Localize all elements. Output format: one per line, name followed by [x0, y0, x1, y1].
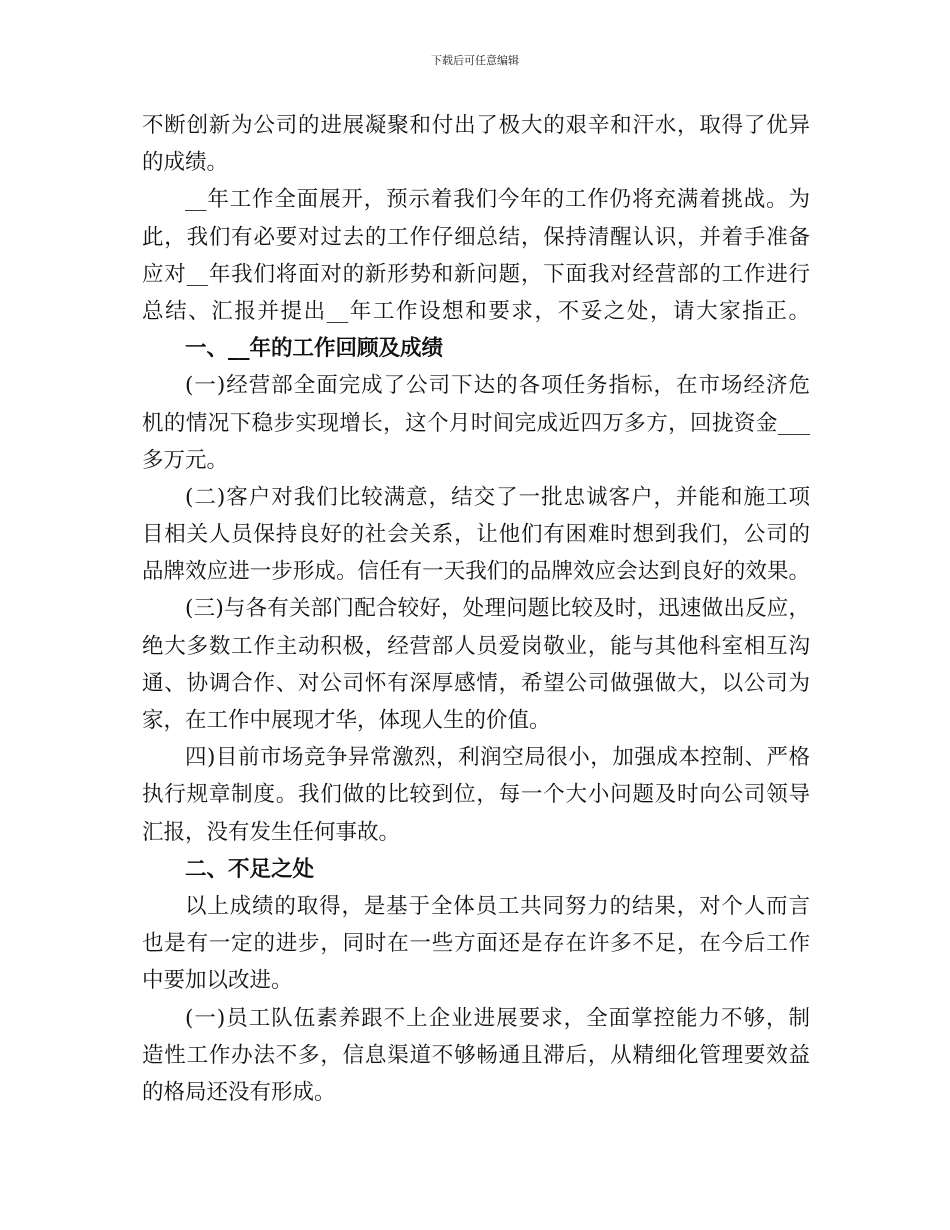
section-heading: 一、__年的工作回顾及成绩: [185, 336, 444, 362]
body-line: 四)目前市场竞争异常激烈，利润空局很小，加强成本控制、严格: [185, 745, 810, 771]
body-line: (一)员工队伍素养跟不上企业进展要求，全面掌控能力不够，制: [185, 1005, 810, 1031]
body-line: 应对__年我们将面对的新形势和新问题，下面我对经营部的工作进行: [142, 261, 810, 287]
body-line: 的格局还没有形成。: [142, 1079, 336, 1105]
page-header: 下载后可任意编辑: [431, 54, 519, 67]
body-line: (一)经营部全面完成了公司下达的各项任务指标，在市场经济危: [185, 373, 810, 399]
body-line: 绝大多数工作主动积极，经营部人员爱岗敬业，能与其他科室相互沟: [142, 633, 810, 659]
body-line: 造性工作办法不多，信息渠道不够畅通且滞后，从精细化管理要效益: [142, 1042, 810, 1068]
section-heading: 二、不足之处: [185, 856, 315, 882]
body-line: (二)客户对我们比较满意，结交了一批忠诚客户，并能和施工项: [185, 484, 810, 510]
body-line: 执行规章制度。我们做的比较到位，每一个大小问题及时向公司领导: [142, 782, 810, 808]
body-line: 家，在工作中展现才华，体现人生的价值。: [142, 708, 551, 733]
body-line: 的成绩。: [142, 150, 229, 176]
body-line: 汇报，没有发生任何事故。: [142, 819, 401, 845]
body-line: 总结、汇报并提出__年工作设想和要求，不妥之处，请大家指正。: [142, 298, 810, 324]
document-body: [142, 107, 810, 1111]
body-line: 也是有一定的进步，同时在一些方面还是存在许多不足，在今后工作: [142, 931, 810, 957]
body-line: 中要加以改进。: [142, 968, 293, 994]
body-line: (三)与各有关部门配合较好，处理问题比较及时，迅速做出反应，: [185, 596, 810, 622]
body-line: 通、协调合作、对公司怀有深厚感情，希望公司做强做大，以公司为: [142, 670, 810, 696]
body-line: __年工作全面展开，预示着我们今年的工作仍将充满着挑战。为: [185, 187, 810, 213]
body-line: 机的情况下稳步实现增长，这个月时间完成近四万多方，回拢资金___: [142, 410, 810, 436]
body-line: 多万元。: [142, 447, 229, 473]
body-line: 此，我们有必要对过去的工作仔细总结，保持清醒认识，并着手准备: [142, 224, 810, 250]
body-line: 品牌效应进一步形成。信任有一天我们的品牌效应会达到良好的效果。: [142, 559, 810, 585]
body-line: 以上成绩的取得，是基于全体员工共同努力的结果，对个人而言: [185, 893, 810, 919]
body-line: 目相关人员保持良好的社会关系，让他们有困难时想到我们，公司的: [142, 522, 810, 548]
body-line: 不断创新为公司的进展凝聚和付出了极大的艰辛和汗水，取得了优异: [142, 113, 810, 138]
